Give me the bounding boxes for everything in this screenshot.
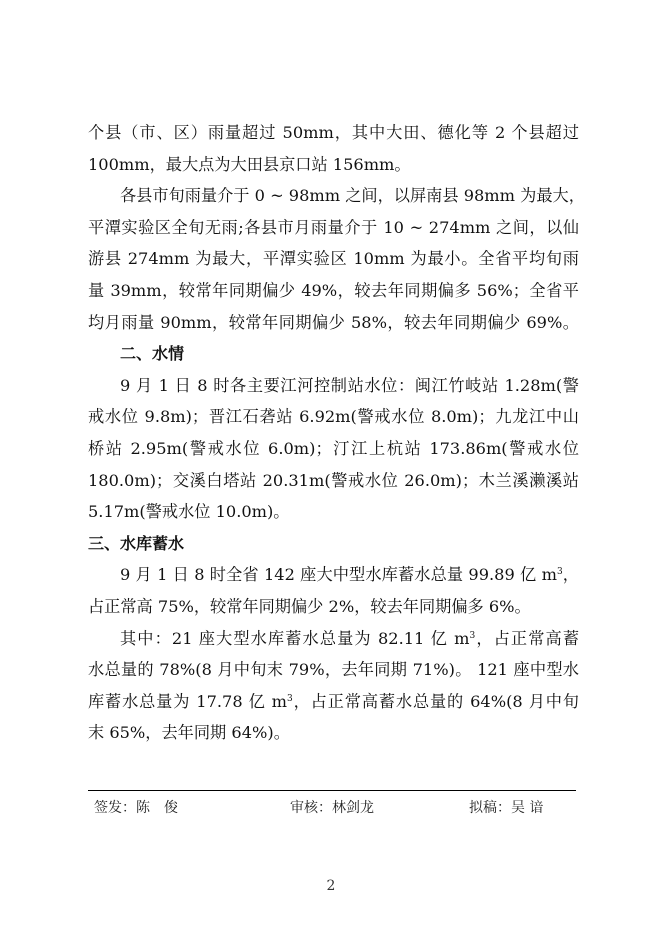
footer-divider — [88, 790, 576, 791]
text-line: 个县（市、区）雨量超过 50mm，其中大田、德化等 2 个县超过 — [88, 123, 579, 142]
text-line — [88, 686, 579, 718]
document-body — [88, 117, 585, 749]
reviewer-signature — [290, 797, 374, 817]
text-line: 平潭实验区全旬无雨;各县市月雨量介于 10 ~ 274mm 之间，以仙 — [88, 217, 579, 237]
superscript: 3 — [287, 693, 293, 704]
section-heading-reservoir: 三、水库蓄水 — [88, 533, 185, 553]
text-line: 量 39mm，较常年同期偏少 49%，较去年同期偏多 56%；全省平 — [88, 280, 579, 300]
drafter-signature — [469, 797, 543, 817]
text-line: 桥站 2.95m(警戒水位 6.0m)；汀江上杭站 173.86m(警戒水位 — [88, 438, 579, 458]
text-line: 末 65%，去年同期 64%)。 — [88, 723, 290, 743]
text-line: 均月雨量 90mm，较常年同期偏少 58%，较去年同期偏少 69%。 — [88, 312, 579, 332]
text-span: ，占正常高蓄 — [475, 628, 580, 648]
text-span: ，占正常高蓄水总量的 64%(8 月中旬 — [292, 691, 579, 711]
text-line: 占正常高 75%，较常年同期偏少 2%，较去年同期偏多 6%。 — [88, 596, 531, 616]
text-line — [88, 559, 579, 591]
text-line: 各县市旬雨量介于 0 ~ 98mm 之间，以屏南县 98mm 为最大， — [120, 186, 585, 206]
issuer-label: 签发： — [94, 800, 136, 816]
page-number: 2 — [326, 878, 336, 894]
text-line: 100mm，最大点为大田县京口站 156mm。 — [88, 154, 411, 174]
text-span: ， — [562, 565, 579, 585]
text-line: 戒水位 9.8m)；晋江石砻站 6.92m(警戒水位 8.0m)；九龙江中山 — [88, 407, 579, 427]
issuer-name: 陈 俊 — [136, 800, 178, 816]
text-span: 9 月 1 日 8 时全省 142 座大中型水库蓄水总量 99.89 亿 m — [120, 565, 557, 585]
signature-row — [94, 797, 564, 821]
text-span: 库蓄水总量为 17.78 亿 m — [88, 691, 288, 711]
text-span: 其中：21 座大型水库蓄水总量为 82.11 亿 m — [120, 628, 470, 648]
text-line: 水总量的 78%(8 月中旬末 79%，去年同期 71%)。 121 座中型水 — [88, 660, 579, 680]
text-line — [88, 623, 579, 655]
issuer-signature — [94, 797, 178, 817]
superscript: 3 — [556, 567, 563, 578]
section-heading-water-regime: 二、水情 — [120, 344, 185, 364]
reviewer-label: 审核： — [290, 800, 332, 816]
drafter-label: 拟稿： — [469, 800, 511, 816]
text-line: 游县 274mm 为最大，平潭实验区 10mm 为最小。全省平均旬雨 — [88, 249, 579, 269]
text-line: 5.17m(警戒水位 10.0m)。 — [88, 502, 290, 522]
reviewer-name: 林剑龙 — [332, 800, 374, 816]
superscript: 3 — [469, 630, 476, 641]
text-line: 180.0m)；交溪白塔站 20.31m(警戒水位 26.0m)；木兰溪濑溪站 — [88, 470, 579, 490]
drafter-name: 吴 谙 — [511, 800, 544, 816]
text-line: 9 月 1 日 8 时各主要江河控制站水位：闽江竹岐站 1.28m(警 — [120, 375, 579, 395]
